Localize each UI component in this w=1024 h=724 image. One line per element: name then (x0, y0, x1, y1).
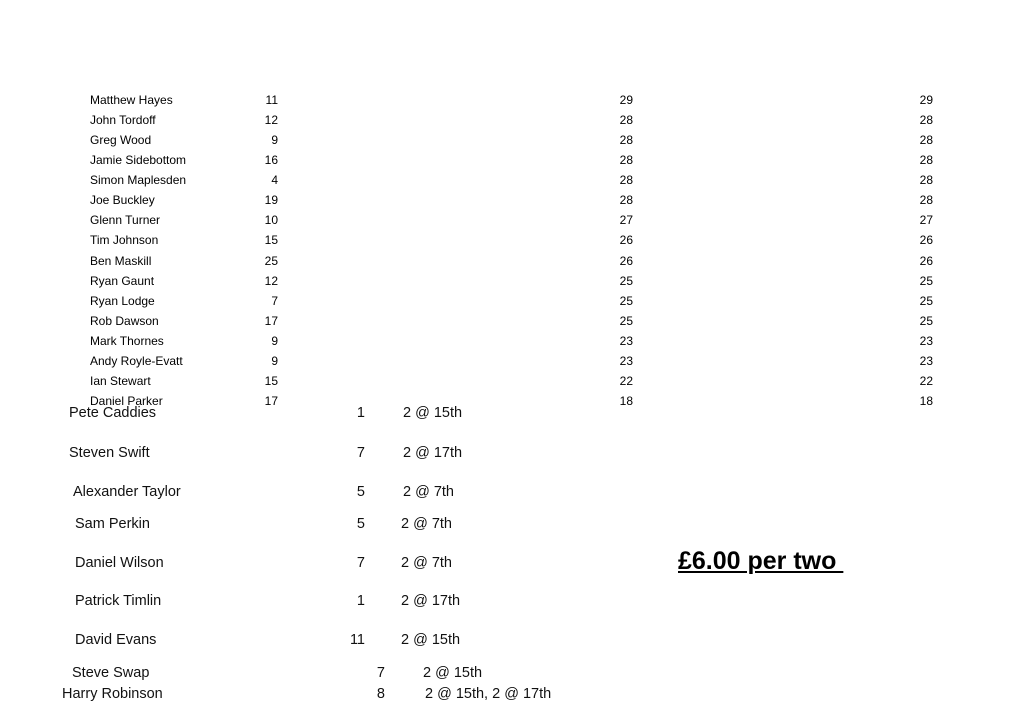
score-value: 28 (919, 153, 933, 168)
twos-detail: 2 @ 15th (401, 632, 461, 648)
handicap-value: 7 (271, 293, 278, 308)
score-value: 28 (619, 113, 633, 128)
twos-player-name: Pete Caddies (69, 405, 157, 421)
score-value: 28 (919, 113, 933, 128)
score-value: 23 (919, 333, 933, 348)
twos-detail: 2 @ 7th (401, 516, 452, 532)
score-value: 22 (919, 373, 933, 388)
player-name: Ben Maskill (90, 253, 152, 268)
twos-count: 7 (356, 555, 365, 571)
score-value: 29 (919, 93, 933, 107)
player-name: Simon Maplesden (90, 173, 187, 188)
twos-player-name: Daniel Wilson (75, 555, 164, 571)
twos-count: 7 (356, 445, 365, 461)
score-value: 25 (919, 273, 933, 288)
twos-player-name: Harry Robinson (62, 686, 163, 702)
score-value: 25 (619, 273, 633, 288)
twos-count: 5 (356, 484, 365, 500)
handicap-value: 16 (264, 153, 278, 168)
score-value: 27 (919, 213, 933, 228)
player-name: Ian Stewart (90, 373, 151, 388)
handicap-value: 9 (271, 333, 278, 348)
twos-player-name: Sam Perkin (75, 516, 150, 532)
handicap-value: 11 (265, 93, 278, 107)
score-value: 26 (919, 233, 933, 248)
score-value: 28 (619, 193, 633, 208)
score-value: 28 (919, 193, 933, 208)
handicap-value: 17 (264, 394, 278, 409)
twos-detail: 2 @ 15th (423, 665, 483, 681)
twos-detail: 2 @ 7th (401, 555, 452, 571)
player-name: Glenn Turner (90, 213, 161, 228)
player-name: John Tordoff (90, 113, 156, 128)
twos-count: 1 (356, 405, 365, 421)
player-name: Mark Thornes (90, 333, 164, 348)
score-value: 23 (919, 353, 933, 368)
handicap-value: 19 (264, 193, 278, 208)
twos-detail: 2 @ 7th (403, 484, 454, 500)
score-value: 28 (619, 133, 633, 148)
handicap-value: 12 (264, 273, 278, 288)
score-value: 23 (619, 353, 633, 368)
score-value: 28 (619, 153, 633, 168)
handicap-value: 9 (271, 133, 278, 148)
twos-player-name: David Evans (75, 632, 157, 648)
player-name: Ryan Gaunt (90, 273, 155, 288)
score-value: 25 (919, 313, 933, 328)
twos-player-name: Steven Swift (69, 445, 150, 461)
player-name: Matthew Hayes (90, 93, 173, 107)
player-name: Daniel Parker (90, 394, 163, 409)
score-value: 18 (619, 394, 633, 409)
score-value: 28 (619, 173, 633, 188)
handicap-value: 4 (271, 173, 278, 188)
handicap-value: 15 (264, 233, 278, 248)
score-value: 25 (619, 313, 633, 328)
score-value: 26 (919, 253, 933, 268)
twos-detail: 2 @ 15th (403, 405, 463, 421)
player-name: Joe Buckley (90, 193, 155, 208)
handicap-value: 25 (264, 253, 278, 268)
handicap-value: 12 (264, 113, 278, 128)
score-value: 29 (619, 93, 633, 107)
player-name: Rob Dawson (90, 313, 159, 328)
handicap-value: 9 (271, 353, 278, 368)
score-value: 23 (619, 333, 633, 348)
twos-player-name: Alexander Taylor (73, 484, 181, 500)
score-value: 25 (919, 293, 933, 308)
twos-player-name: Patrick Timlin (75, 593, 162, 609)
player-name: Jamie Sidebottom (90, 153, 187, 168)
score-value: 26 (619, 253, 633, 268)
score-value: 28 (919, 173, 933, 188)
score-value: 25 (619, 293, 633, 308)
twos-player-name: Steve Swap (72, 665, 150, 681)
player-name: Ryan Lodge (90, 293, 155, 308)
twos-detail: 2 @ 17th (403, 445, 463, 461)
score-value: 26 (619, 233, 633, 248)
player-name: Tim Johnson (90, 233, 159, 248)
handicap-value: 17 (264, 313, 278, 328)
twos-count: 8 (376, 686, 385, 702)
score-value: 27 (619, 213, 633, 228)
twos-detail: 2 @ 17th (401, 593, 461, 609)
score-value: 28 (919, 133, 933, 148)
player-name: Greg Wood (90, 133, 152, 148)
price-per-two: £6.00 per two (678, 547, 844, 575)
handicap-value: 10 (264, 213, 278, 228)
score-value: 22 (619, 373, 633, 388)
twos-count: 7 (376, 665, 385, 681)
player-name: Andy Royle-Evatt (90, 353, 183, 368)
twos-count: 1 (356, 593, 365, 609)
handicap-value: 15 (264, 373, 278, 388)
twos-count: 11 (349, 632, 365, 648)
twos-count: 5 (356, 516, 365, 532)
twos-detail: 2 @ 15th, 2 @ 17th (425, 686, 552, 702)
score-value: 18 (919, 394, 933, 409)
